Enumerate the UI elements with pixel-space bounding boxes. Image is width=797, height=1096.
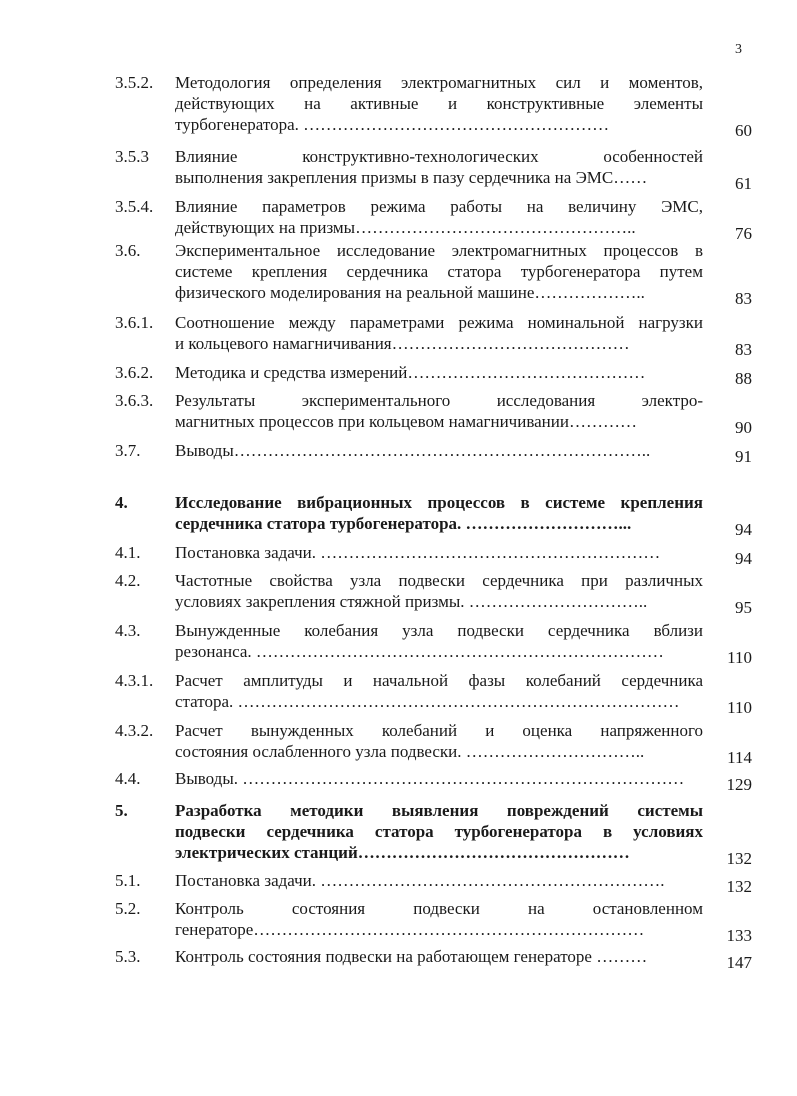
toc-entry-title-line: Результаты экспериментального исследования электро- [175,391,703,410]
toc-entry-title [175,870,703,891]
toc-entry-title [175,768,703,789]
toc-entry-page: 60 [735,121,752,140]
toc-entry-number: 4.4. [115,769,141,788]
toc-entry-title-line: Выводы……………………………………………………………….. [175,441,651,460]
toc-entry-title [175,146,703,188]
toc-entry-title-line: Методология определения электромагнитных сил и моментов, [175,73,703,92]
page-number: 3 [735,42,742,57]
toc-entry-number: 4.3. [115,621,141,640]
toc-entry-title [175,570,703,612]
toc-entry-page: 83 [735,340,752,359]
toc-entry-page: 83 [735,289,752,308]
toc-entry-number: 4.3.1. [115,671,154,690]
toc-entry-number: 5.2. [115,899,141,918]
toc-entry-title-line: условиях закрепления стяжной призмы. ………………………….. [175,592,648,611]
toc-entry-title [175,72,703,135]
toc-entry-title-line: Контроль состояния подвески на остановленном [175,899,703,918]
toc-entry-title-line: выполнения закрепления призмы в пазу сердечника на ЭМС…… [175,168,648,187]
toc-entry-title-line: подвески сердечника статора турбогенератора в условиях [175,822,703,841]
toc-entry-title-line: статора. …………………………………………………………………… [175,692,680,711]
toc-entry-title-line: Контроль состояния подвески на работающем генераторе ……… [175,947,648,966]
toc-entry-title [175,720,703,762]
toc-entry-title-line: Соотношение между параметрами режима номинальной нагрузки [175,313,703,332]
toc-entry-title-line: резонанса. ……………………………………………………………… [175,642,664,661]
toc-entry-number: 3.5.3 [115,147,149,166]
toc-entry-title-line: Экспериментальное исследование электромагнитных процессов в [175,241,703,260]
toc-entry-page: 95 [735,598,752,617]
toc-entry-title [175,390,703,432]
toc-entry-title-line: турбогенератора. ……………………………………………… [175,115,610,134]
toc-entry-number: 3.6.3. [115,391,154,410]
toc-entry-page: 90 [735,418,752,437]
toc-entry-number: 5.1. [115,871,141,890]
toc-entry-number: 3.5.2. [115,73,154,92]
toc-entry-title-line: системе крепления сердечника статора турбогенератора путем [175,262,703,281]
toc-entry-number: 4.1. [115,543,141,562]
toc-entry-title-line: действующих на призмы………………………………………….. [175,218,636,237]
toc-entry-title-line: магнитных процессов при кольцевом намагничивании………… [175,412,637,431]
toc-entry-title [175,946,703,967]
toc-entry-title [175,800,703,863]
toc-entry-title-line: Постановка задачи. ……………………………………………………. [175,871,665,890]
toc-entry-page: 88 [735,369,752,388]
toc-entry-title-line: Выводы. …………………………………………………………………… [175,769,685,788]
toc-entry-title [175,492,703,534]
toc-entry-title-line: электрических станций………………………………………… [175,843,630,862]
toc-entry-number: 3.6.2. [115,363,154,382]
toc-entry-page: 91 [735,447,752,466]
toc-entry-title-line: и кольцевого намагничивания…………………………………… [175,334,630,353]
toc-entry-number: 3.6.1. [115,313,154,332]
toc-entry-title-line: Разработка методики выявления повреждений системы [175,801,703,820]
toc-entry-title-line: состояния ослабленного узла подвески. ………………………….. [175,742,645,761]
toc-entry-page: 114 [727,748,752,767]
toc-entry-number: 5. [115,801,128,820]
toc-entry-page: 76 [735,224,752,243]
toc-entry-title-line: генераторе…………………………………………………………… [175,920,645,939]
toc-entry-title-line: Влияние конструктивно-технологических особенностей [175,147,703,166]
toc-entry-number: 4.2. [115,571,141,590]
toc-entry-title-line: Расчет амплитуды и начальной фазы колебаний сердечника [175,671,703,690]
toc-entry-page: 132 [726,877,752,896]
toc-entry-number: 4. [115,493,128,512]
toc-entry-title-line: действующих на активные и конструктивные элементы [175,94,703,113]
toc-entry-title-line: сердечника статора турбогенератора. ………………………... [175,514,632,533]
toc-entry-page: 133 [726,926,752,945]
toc-entry-title-line: Частотные свойства узла подвески сердечника при различных [175,571,703,590]
toc-entry-title-line: Влияние параметров режима работы на величину ЭМС, [175,197,703,216]
toc-entry-title [175,196,703,238]
toc-entry-title [175,240,703,303]
toc-entry-number: 3.6. [115,241,141,260]
toc-entry-title-line: Расчет вынужденных колебаний и оценка напряженного [175,721,703,740]
toc-entry-page: 129 [726,775,752,794]
toc-entry-number: 3.5.4. [115,197,154,216]
toc-entry-page: 94 [735,520,752,539]
toc-entry-title-line: Вынужденные колебания узла подвески сердечника вблизи [175,621,703,640]
toc-entry-page: 94 [735,549,752,568]
toc-entry-page: 132 [726,849,752,868]
toc-entry-title [175,312,703,354]
toc-entry-title [175,670,703,712]
toc-entry-title-line: Методика и средства измерений…………………………………… [175,363,646,382]
toc-entry-number: 4.3.2. [115,721,154,740]
toc-entry-page: 147 [726,953,752,972]
toc-entry-title [175,898,703,940]
toc-entry-page: 61 [735,174,752,193]
toc-entry-title [175,542,703,563]
toc-entry-title-line: физического моделирования на реальной машине……………….. [175,283,645,302]
toc-entry-title-line: Исследование вибрационных процессов в системе крепления [175,493,703,512]
toc-entry-title [175,440,703,461]
toc-entry-title [175,362,703,383]
toc-entry-page: 110 [727,698,752,717]
toc-entry-title-line: Постановка задачи. …………………………………………………… [175,543,661,562]
toc-entry-number: 5.3. [115,947,141,966]
toc-entry-page: 110 [727,648,752,667]
toc-entry-title [175,620,703,662]
toc-entry-number: 3.7. [115,441,141,460]
